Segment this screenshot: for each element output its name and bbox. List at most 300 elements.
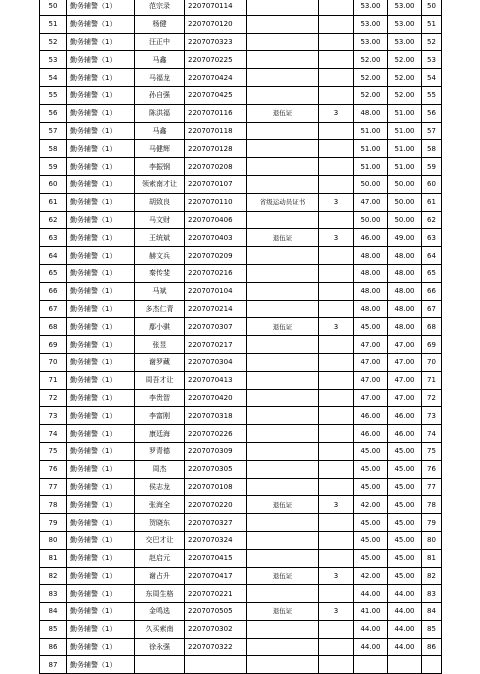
name-cell: 陈洪福 (135, 104, 185, 122)
name-cell: 张海全 (135, 496, 185, 514)
score-cell: 52.00 (354, 86, 388, 104)
exam-id-cell: 2207070417 (185, 567, 247, 585)
certificate-cell (247, 158, 319, 176)
score-cell: 48.00 (354, 282, 388, 300)
row-number: 68 (40, 318, 67, 336)
exam-id-cell: 2207070413 (185, 371, 247, 389)
total-score-cell: 48.00 (388, 300, 422, 318)
exam-id-cell: 2207070226 (185, 425, 247, 443)
rank-cell: 67 (422, 300, 442, 318)
position-cell: 勤务辅警（1） (67, 549, 135, 567)
exam-id-cell: 2207070304 (185, 353, 247, 371)
position-cell: 勤务辅警（1） (67, 407, 135, 425)
name-cell: 秦传斐 (135, 264, 185, 282)
table-row (40, 247, 442, 265)
certificate-cell (247, 175, 319, 193)
name-cell: 李振钢 (135, 158, 185, 176)
name-cell: 马福龙 (135, 69, 185, 87)
bonus-points-cell (319, 656, 354, 674)
total-score-cell: 45.00 (388, 460, 422, 478)
table-row (40, 122, 442, 140)
rank-cell: 53 (422, 51, 442, 69)
certificate-cell: 退伍证 (247, 104, 319, 122)
position-cell: 勤务辅警（1） (67, 460, 135, 478)
score-cell: 45.00 (354, 514, 388, 532)
bonus-points-cell (319, 407, 354, 425)
total-score-cell: 51.00 (388, 122, 422, 140)
rank-cell: 84 (422, 603, 442, 621)
bonus-points-cell (319, 51, 354, 69)
table-row (40, 158, 442, 176)
exam-id-cell: 2207070305 (185, 460, 247, 478)
position-cell: 勤务辅警（1） (67, 442, 135, 460)
table-row (40, 229, 442, 247)
exam-id-cell: 2207070505 (185, 603, 247, 621)
total-score-cell: 47.00 (388, 371, 422, 389)
bonus-points-cell (319, 175, 354, 193)
exam-id-cell: 2207070128 (185, 140, 247, 158)
certificate-cell: 退伍证 (247, 229, 319, 247)
rank-cell: 70 (422, 353, 442, 371)
table-row (40, 549, 442, 567)
total-score-cell: 44.00 (388, 620, 422, 638)
row-number: 74 (40, 425, 67, 443)
score-cell: 52.00 (354, 51, 388, 69)
total-score-cell: 45.00 (388, 567, 422, 585)
bonus-points-cell (319, 247, 354, 265)
name-cell: 谢罗藏 (135, 353, 185, 371)
position-cell: 勤务辅警（1） (67, 86, 135, 104)
row-number: 78 (40, 496, 67, 514)
name-cell: 金鸣选 (135, 603, 185, 621)
position-cell: 勤务辅警（1） (67, 33, 135, 51)
bonus-points-cell (319, 282, 354, 300)
position-cell: 勤务辅警（1） (67, 531, 135, 549)
exam-id-cell: 2207070209 (185, 247, 247, 265)
name-cell: 李富刚 (135, 407, 185, 425)
rank-cell: 60 (422, 175, 442, 193)
name-cell: 马文财 (135, 211, 185, 229)
name-cell: 多杰仁青 (135, 300, 185, 318)
table-row (40, 300, 442, 318)
exam-id-cell: 2207070324 (185, 531, 247, 549)
score-cell: 41.00 (354, 603, 388, 621)
name-cell: 侯志龙 (135, 478, 185, 496)
certificate-cell (247, 122, 319, 140)
rank-cell: 75 (422, 442, 442, 460)
name-cell: 汪正中 (135, 33, 185, 51)
exam-id-cell (185, 656, 247, 674)
exam-id-cell: 2207070323 (185, 33, 247, 51)
total-score-cell: 47.00 (388, 389, 422, 407)
table-row (40, 336, 442, 354)
table-row (40, 86, 442, 104)
table-row (40, 603, 442, 621)
row-number: 52 (40, 33, 67, 51)
table-body (40, 0, 442, 674)
rank-cell: 81 (422, 549, 442, 567)
row-number: 85 (40, 620, 67, 638)
position-cell: 勤务辅警（1） (67, 425, 135, 443)
exam-id-cell: 2207070327 (185, 514, 247, 532)
row-number: 51 (40, 15, 67, 33)
exam-id-cell: 2207070415 (185, 549, 247, 567)
position-cell: 勤务辅警（1） (67, 247, 135, 265)
bonus-points-cell (319, 442, 354, 460)
position-cell: 勤务辅警（1） (67, 389, 135, 407)
table-row (40, 104, 442, 122)
name-cell: 马斌 (135, 282, 185, 300)
row-number: 79 (40, 514, 67, 532)
rank-cell: 50 (422, 0, 442, 15)
rank-cell: 59 (422, 158, 442, 176)
bonus-points-cell (319, 514, 354, 532)
name-cell: 杨健 (135, 15, 185, 33)
certificate-cell (247, 585, 319, 603)
bonus-points-cell (319, 211, 354, 229)
score-cell: 51.00 (354, 158, 388, 176)
score-cell: 53.00 (354, 33, 388, 51)
total-score-cell: 50.00 (388, 175, 422, 193)
exam-id-cell: 2207070214 (185, 300, 247, 318)
exam-id-cell: 2207070424 (185, 69, 247, 87)
rank-cell: 76 (422, 460, 442, 478)
name-cell: 马鑫 (135, 122, 185, 140)
rank-cell: 54 (422, 69, 442, 87)
name-cell: 赫文兵 (135, 247, 185, 265)
name-cell: 罗青德 (135, 442, 185, 460)
bonus-points-cell (319, 620, 354, 638)
certificate-cell (247, 140, 319, 158)
bonus-points-cell: 3 (319, 603, 354, 621)
rank-cell: 78 (422, 496, 442, 514)
row-number: 87 (40, 656, 67, 674)
bonus-points-cell (319, 549, 354, 567)
position-cell: 勤务辅警（1） (67, 656, 135, 674)
row-number: 77 (40, 478, 67, 496)
position-cell: 勤务辅警（1） (67, 478, 135, 496)
row-number: 82 (40, 567, 67, 585)
certificate-cell: 退伍证 (247, 603, 319, 621)
row-number: 56 (40, 104, 67, 122)
name-cell: 交巴才让 (135, 531, 185, 549)
rank-cell: 62 (422, 211, 442, 229)
bonus-points-cell (319, 300, 354, 318)
total-score-cell: 48.00 (388, 264, 422, 282)
row-number: 86 (40, 638, 67, 656)
certificate-cell (247, 389, 319, 407)
rank-cell: 65 (422, 264, 442, 282)
score-cell: 46.00 (354, 407, 388, 425)
bonus-points-cell (319, 122, 354, 140)
name-cell (135, 656, 185, 674)
total-score-cell: 45.00 (388, 514, 422, 532)
exam-id-cell: 2207070216 (185, 264, 247, 282)
row-number: 67 (40, 300, 67, 318)
bonus-points-cell (319, 158, 354, 176)
score-cell: 51.00 (354, 140, 388, 158)
certificate-cell (247, 531, 319, 549)
certificate-cell (247, 407, 319, 425)
rank-cell: 61 (422, 193, 442, 211)
table-row (40, 531, 442, 549)
rank-cell: 64 (422, 247, 442, 265)
position-cell: 勤务辅警（1） (67, 336, 135, 354)
position-cell: 勤务辅警（1） (67, 282, 135, 300)
exam-id-cell: 2207070225 (185, 51, 247, 69)
exam-id-cell: 2207070403 (185, 229, 247, 247)
name-cell: 领索南才让 (135, 175, 185, 193)
exam-id-cell: 2207070302 (185, 620, 247, 638)
name-cell: 王统斌 (135, 229, 185, 247)
name-cell: 孙自强 (135, 86, 185, 104)
certificate-cell: 退伍证 (247, 567, 319, 585)
bonus-points-cell: 3 (319, 193, 354, 211)
position-cell: 勤务辅警（1） (67, 353, 135, 371)
certificate-cell (247, 442, 319, 460)
position-cell: 勤务辅警（1） (67, 0, 135, 15)
bonus-points-cell (319, 585, 354, 603)
total-score-cell: 45.00 (388, 549, 422, 567)
exam-id-cell: 2207070120 (185, 15, 247, 33)
exam-id-cell: 2207070406 (185, 211, 247, 229)
exam-id-cell: 2207070220 (185, 496, 247, 514)
score-cell: 48.00 (354, 104, 388, 122)
exam-id-cell: 2207070104 (185, 282, 247, 300)
score-cell: 53.00 (354, 0, 388, 15)
rank-cell: 77 (422, 478, 442, 496)
table-row (40, 585, 442, 603)
row-number: 50 (40, 0, 67, 15)
position-cell: 勤务辅警（1） (67, 104, 135, 122)
bonus-points-cell (319, 389, 354, 407)
total-score-cell: 48.00 (388, 247, 422, 265)
certificate-cell (247, 86, 319, 104)
row-number: 76 (40, 460, 67, 478)
position-cell: 勤务辅警（1） (67, 211, 135, 229)
row-number: 69 (40, 336, 67, 354)
table-row (40, 282, 442, 300)
certificate-cell (247, 425, 319, 443)
total-score-cell: 53.00 (388, 15, 422, 33)
total-score-cell: 51.00 (388, 140, 422, 158)
position-cell: 勤务辅警（1） (67, 229, 135, 247)
rank-cell (422, 656, 442, 674)
score-cell: 45.00 (354, 549, 388, 567)
position-cell: 勤务辅警（1） (67, 371, 135, 389)
total-score-cell: 48.00 (388, 282, 422, 300)
certificate-cell (247, 15, 319, 33)
rank-cell: 52 (422, 33, 442, 51)
name-cell: 贺晓东 (135, 514, 185, 532)
name-cell: 范宗录 (135, 0, 185, 15)
table-row (40, 69, 442, 87)
name-cell: 东周生格 (135, 585, 185, 603)
name-cell: 胡致良 (135, 193, 185, 211)
name-cell: 谢占升 (135, 567, 185, 585)
table-row (40, 33, 442, 51)
total-score-cell: 47.00 (388, 336, 422, 354)
position-cell: 勤务辅警（1） (67, 158, 135, 176)
rank-cell: 79 (422, 514, 442, 532)
position-cell: 勤务辅警（1） (67, 603, 135, 621)
table-row (40, 496, 442, 514)
certificate-cell (247, 460, 319, 478)
total-score-cell (388, 656, 422, 674)
bonus-points-cell: 3 (319, 567, 354, 585)
rank-cell: 71 (422, 371, 442, 389)
certificate-cell (247, 620, 319, 638)
score-cell: 42.00 (354, 496, 388, 514)
bonus-points-cell (319, 264, 354, 282)
score-cell: 47.00 (354, 193, 388, 211)
rank-cell: 57 (422, 122, 442, 140)
score-cell: 53.00 (354, 15, 388, 33)
rank-cell: 56 (422, 104, 442, 122)
row-number: 61 (40, 193, 67, 211)
total-score-cell: 48.00 (388, 318, 422, 336)
rank-cell: 55 (422, 86, 442, 104)
rank-cell: 82 (422, 567, 442, 585)
name-cell: 马健辉 (135, 140, 185, 158)
total-score-cell: 53.00 (388, 33, 422, 51)
name-cell: 康廷海 (135, 425, 185, 443)
row-number: 58 (40, 140, 67, 158)
row-number: 62 (40, 211, 67, 229)
bonus-points-cell (319, 69, 354, 87)
bonus-points-cell (319, 371, 354, 389)
score-cell: 47.00 (354, 353, 388, 371)
position-cell: 勤务辅警（1） (67, 620, 135, 638)
table-row (40, 478, 442, 496)
score-cell: 45.00 (354, 442, 388, 460)
row-number: 65 (40, 264, 67, 282)
total-score-cell: 52.00 (388, 69, 422, 87)
certificate-cell (247, 549, 319, 567)
table-row (40, 140, 442, 158)
row-number: 63 (40, 229, 67, 247)
table-row (40, 460, 442, 478)
total-score-cell: 50.00 (388, 193, 422, 211)
score-cell: 45.00 (354, 478, 388, 496)
row-number: 57 (40, 122, 67, 140)
row-number: 73 (40, 407, 67, 425)
position-cell: 勤务辅警（1） (67, 318, 135, 336)
certificate-cell (247, 353, 319, 371)
rank-cell: 85 (422, 620, 442, 638)
bonus-points-cell (319, 140, 354, 158)
certificate-cell (247, 69, 319, 87)
certificate-cell (247, 638, 319, 656)
bonus-points-cell: 3 (319, 318, 354, 336)
exam-id-cell: 2207070114 (185, 0, 247, 15)
name-cell: 李贵智 (135, 389, 185, 407)
table-row (40, 371, 442, 389)
certificate-cell: 退伍证 (247, 496, 319, 514)
bonus-points-cell (319, 336, 354, 354)
name-cell: 久买索南 (135, 620, 185, 638)
row-number: 59 (40, 158, 67, 176)
table-row (40, 264, 442, 282)
position-cell: 勤务辅警（1） (67, 69, 135, 87)
name-cell: 张昱 (135, 336, 185, 354)
total-score-cell: 51.00 (388, 158, 422, 176)
certificate-cell (247, 478, 319, 496)
position-cell: 勤务辅警（1） (67, 514, 135, 532)
score-cell: 48.00 (354, 264, 388, 282)
table-row (40, 389, 442, 407)
row-number: 66 (40, 282, 67, 300)
certificate-cell (247, 282, 319, 300)
row-number: 72 (40, 389, 67, 407)
certificate-cell (247, 300, 319, 318)
bonus-points-cell (319, 0, 354, 15)
rank-cell: 73 (422, 407, 442, 425)
bonus-points-cell (319, 531, 354, 549)
row-number: 53 (40, 51, 67, 69)
total-score-cell: 45.00 (388, 531, 422, 549)
score-table (39, 0, 442, 674)
certificate-cell (247, 51, 319, 69)
bonus-points-cell (319, 425, 354, 443)
table-row (40, 0, 442, 15)
table-row (40, 318, 442, 336)
row-number: 64 (40, 247, 67, 265)
bonus-points-cell (319, 353, 354, 371)
exam-id-cell: 2207070322 (185, 638, 247, 656)
name-cell: 周杰 (135, 460, 185, 478)
table-row (40, 425, 442, 443)
rank-cell: 86 (422, 638, 442, 656)
total-score-cell: 44.00 (388, 585, 422, 603)
position-cell: 勤务辅警（1） (67, 122, 135, 140)
table-row (40, 211, 442, 229)
total-score-cell: 45.00 (388, 442, 422, 460)
bonus-points-cell: 3 (319, 229, 354, 247)
score-cell: 46.00 (354, 229, 388, 247)
score-cell: 50.00 (354, 211, 388, 229)
certificate-cell (247, 0, 319, 15)
table-row (40, 442, 442, 460)
score-cell: 47.00 (354, 336, 388, 354)
score-cell: 51.00 (354, 122, 388, 140)
bonus-points-cell (319, 86, 354, 104)
certificate-cell (247, 247, 319, 265)
total-score-cell: 53.00 (388, 0, 422, 15)
total-score-cell: 46.00 (388, 425, 422, 443)
name-cell: 鄢小骐 (135, 318, 185, 336)
exam-id-cell: 2207070309 (185, 442, 247, 460)
exam-id-cell: 2207070116 (185, 104, 247, 122)
row-number: 75 (40, 442, 67, 460)
certificate-cell (247, 514, 319, 532)
score-cell: 44.00 (354, 585, 388, 603)
exam-id-cell: 2207070318 (185, 407, 247, 425)
certificate-cell (247, 656, 319, 674)
position-cell: 勤务辅警（1） (67, 638, 135, 656)
score-cell: 48.00 (354, 247, 388, 265)
rank-cell: 63 (422, 229, 442, 247)
table-row (40, 656, 442, 674)
total-score-cell: 49.00 (388, 229, 422, 247)
table-row (40, 567, 442, 585)
position-cell: 勤务辅警（1） (67, 15, 135, 33)
certificate-cell (247, 336, 319, 354)
certificate-cell (247, 33, 319, 51)
rank-cell: 58 (422, 140, 442, 158)
table-row (40, 51, 442, 69)
table-row (40, 514, 442, 532)
